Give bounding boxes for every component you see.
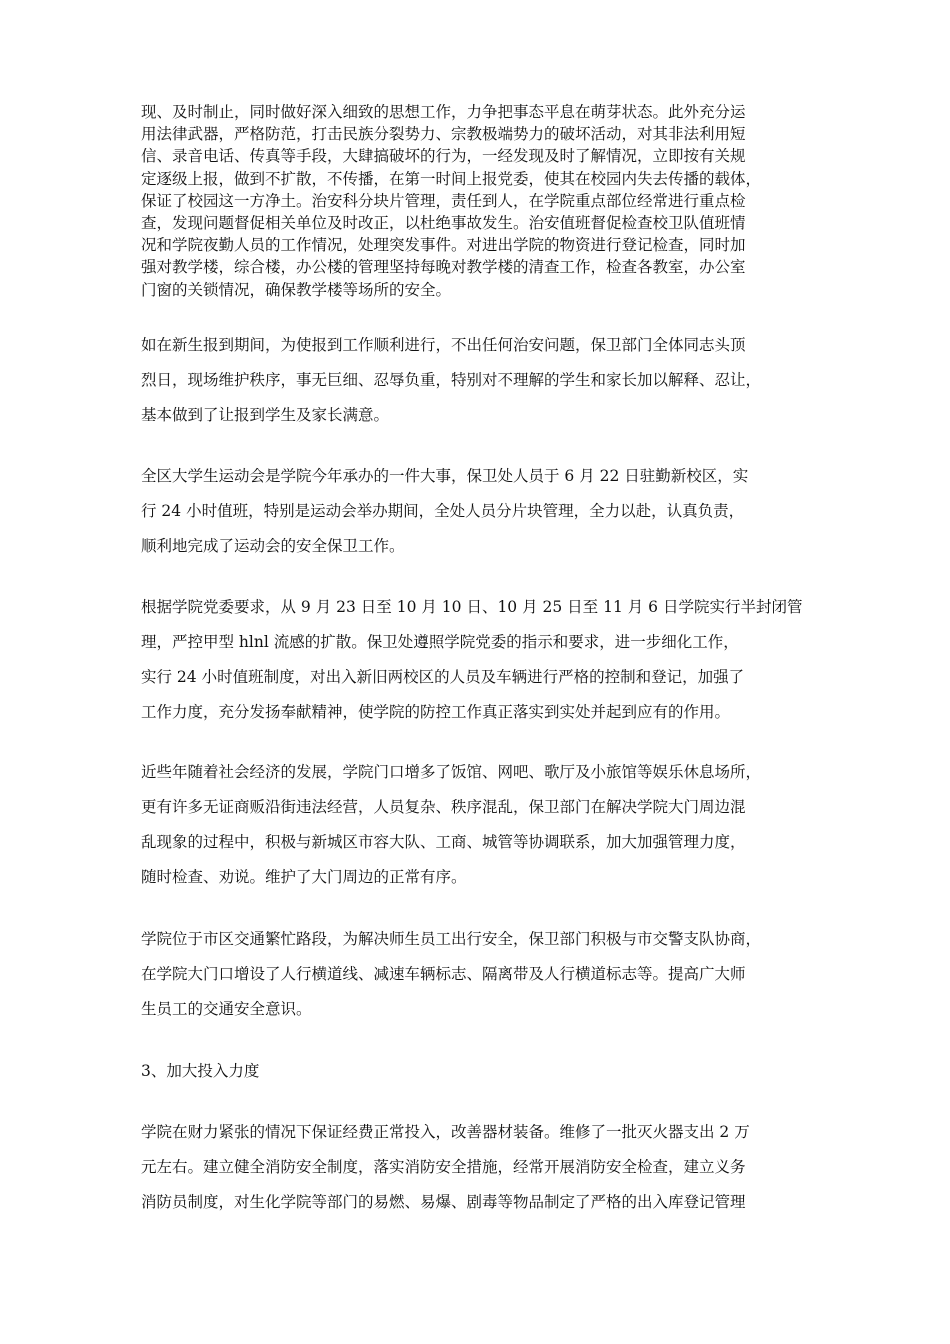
text-line: 随时检查、劝说。维护了大门周边的正常有序。 xyxy=(141,867,467,886)
text-line: 实行 24 小时值班制度，对出入新旧两校区的人员及车辆进行严格的控制和登记，加强了 xyxy=(141,667,745,686)
text-line: 生员工的交通安全意识。 xyxy=(141,999,312,1018)
text-line: 查，发现问题督促相关单位及时改正，以杜绝事故发生。治安值班督促检查校卫队值班情 xyxy=(141,214,746,233)
text-line: 消防员制度，对生化学院等部门的易燃、易爆、剧毒等物品制定了严格的出入库登记管理 xyxy=(141,1192,746,1211)
heading-line: 3、加大投入力度 xyxy=(141,1061,260,1080)
paragraph-investment xyxy=(141,1115,809,1220)
text-line: 更有许多无证商贩沿街违法经营，人员复杂、秩序混乱，保卫部门在解决学院大门周边混 xyxy=(141,797,746,816)
text-line: 近些年随着社会经济的发展，学院门口增多了饭馆、网吧、歌厅及小旅馆等娱乐休息场所， xyxy=(141,762,762,781)
text-line: 保证了校园这一方净土。治安科分块片管理，责任到人，在学院重点部位经常进行重点检 xyxy=(141,191,746,210)
text-line: 强对教学楼，综合楼，办公楼的管理坚持每晚对教学楼的清查工作，检查各教室，办公室 xyxy=(141,258,746,277)
text-line: 乱现象的过程中，积极与新城区市容大队、工商、城管等协调联系，加大加强管理力度， xyxy=(141,832,746,851)
text-line: 烈日，现场维护秩序，事无巨细、忍辱负重，特别对不理解的学生和家长加以解释、忍让， xyxy=(141,370,762,389)
text-line: 况和学院夜勤人员的工作情况，处理突发事件。对进出学院的物资进行登记检查，同时加 xyxy=(141,236,746,255)
text-line: 学院在财力紧张的情况下保证经费正常投入，改善器材装备。维修了一批灭火器支出 2 万 xyxy=(141,1122,750,1141)
paragraph-security-measures xyxy=(141,101,809,301)
text-line: 门窗的关锁情况，确保教学楼等场所的安全。 xyxy=(141,280,452,299)
paragraph-traffic-safety xyxy=(141,922,809,1027)
text-line: 信、录音电话、传真等手段，大肆搞破坏的行为，一经发现及时了解情况，立即按有关规 xyxy=(141,147,746,166)
text-line: 现、及时制止，同时做好深入细致的思想工作，力争把事态平息在萌芽状态。此外充分运 xyxy=(141,103,746,121)
text-line: 行 24 小时值班，特别是运动会举办期间，全处人员分片块管理，全力以赴，认真负责， xyxy=(141,501,745,520)
paragraph-campus-gate-order xyxy=(141,755,809,895)
text-line: 定逐级上报，做到不扩散，不传播，在第一时间上报党委，使其在校园内失去传播的载体， xyxy=(141,169,762,188)
document-page xyxy=(141,101,809,1220)
text-line: 用法律武器，严格防范，打击民族分裂势力、宗教极端势力的破坏活动，对其非法利用短 xyxy=(141,125,746,144)
text-line: 全区大学生运动会是学院今年承办的一件大事，保卫处人员于 6 月 22 日驻勤新校区，实 xyxy=(141,466,749,485)
section-heading xyxy=(141,1054,809,1089)
paragraph-new-student-registration xyxy=(141,328,809,433)
paragraph-sports-meet xyxy=(141,459,809,564)
text-line: 基本做到了让报到学生及家长满意。 xyxy=(141,405,390,424)
text-line: 如在新生报到期间，为使报到工作顺利进行，不出任何治安问题，保卫部门全体同志头顶 xyxy=(141,335,746,354)
text-line: 根据学院党委要求，从 9 月 23 日至 10 月 10 日、10 月 25 日至 11 月 6 日学院实行半封闭管 xyxy=(141,597,803,616)
text-line: 学院位于市区交通繁忙路段，为解决师生员工出行安全，保卫部门积极与市交警支队协商， xyxy=(141,929,762,948)
text-line: 顺利地完成了运动会的安全保卫工作。 xyxy=(141,536,405,555)
text-line: 工作力度，充分发扬奉献精神，使学院的防控工作真正落实到实处并起到应有的作用。 xyxy=(141,702,731,721)
paragraph-flu-prevention xyxy=(141,590,809,730)
text-line: 理，严控甲型 hlnl 流感的扩散。保卫处遵照学院党委的指示和要求，进一步细化工作， xyxy=(141,632,739,651)
text-line: 在学院大门口增设了人行横道线、减速车辆标志、隔离带及人行横道标志等。提高广大师 xyxy=(141,964,746,983)
text-line: 元左右。建立健全消防安全制度，落实消防安全措施，经常开展消防安全检查，建立义务 xyxy=(141,1157,746,1176)
